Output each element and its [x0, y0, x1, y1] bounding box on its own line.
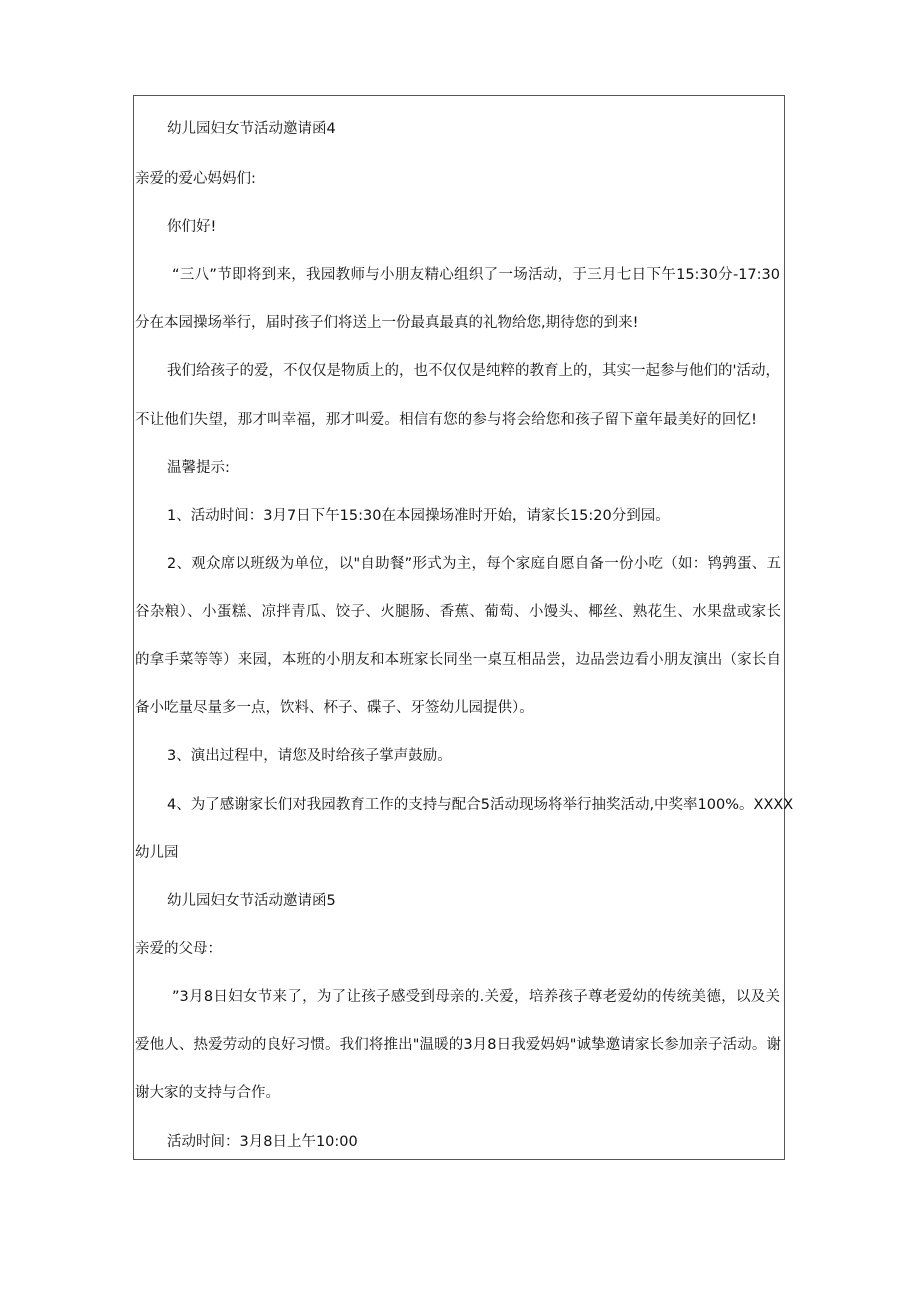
tip-2-line2: 谷杂粮）、小蛋糕、凉拌青瓜、饺子、火腿肠、香蕉、葡萄、小馒头、椰丝、熟花生、水果盘或家长 [135, 604, 781, 620]
letter5-salutation: 亲爱的父母： [135, 941, 222, 957]
letter4-salutation: 亲爱的爱心妈妈们: [135, 171, 256, 187]
letter5-paragraph-line3: 谢大家的支持与合作。 [135, 1085, 280, 1101]
letter4-paragraph1-line2: 分在本园操场举行，届时孩子们将送上一份最真最真的礼物给您,期待您的到来! [135, 315, 639, 331]
tip-2-line3: 的拿手菜等等）来园，本班的小朋友和本班家长同坐一桌互相品尝，边品尝边看小朋友演出（家长自 [135, 652, 781, 668]
letter4-title: 幼儿园妇女节活动邀请函4 [167, 121, 336, 137]
tip-4-line2: 幼儿园 [135, 845, 179, 861]
tip-4-line1: 4、为了感谢家长们对我园教育工作的支持与配合5活动现场将举行抽奖活动,中奖率100%。XXXX [167, 797, 794, 813]
tip-3: 3、演出过程中，请您及时给孩子掌声鼓励。 [167, 748, 452, 764]
letter4-greeting: 你们好! [167, 219, 217, 235]
tip-2-line4: 备小吃量尽量多一点，饮料、杯子、碟子、牙签幼儿园提供）。 [135, 700, 534, 716]
letter4-paragraph2-line2: 不让他们失望，那才叫幸福，那才叫爱。相信有您的参与将会给您和孩子留下童年最美好的回忆! [135, 412, 757, 428]
letter4-paragraph2-line1: 我们给孩子的爱，不仅仅是物质上的，也不仅仅是纯粹的教育上的，其实一起参与他们的'活动， [167, 363, 780, 379]
letter4-paragraph1-line1: “三八”节即将到来，我园教师与小朋友精心组织了一场活动，于三月七日下午15:30分-17:30 [172, 267, 780, 283]
letter5-title: 幼儿园妇女节活动邀请函5 [167, 893, 336, 909]
tips-heading: 温馨提示: [167, 460, 230, 476]
letter5-event-time: 活动时间：3月8日上午10:00 [167, 1134, 358, 1150]
tip-2-line1: 2、观众席以班级为单位，以"自助餐”形式为主，每个家庭自愿自备一份小吃（如：鸨鹑蛋、五 [167, 556, 781, 572]
letter5-paragraph-line1: ”3月8日妇女节来了，为了让孩子感受到母亲的.关爱，培养孩子尊老爱幼的传统美德，以及关 [172, 989, 780, 1005]
letter5-paragraph-line2: 爱他人、热爱劳动的良好习惯。我们将推出"温暖的3月8日我爱妈妈"诚挚邀请家长参加亲子活动。谢 [135, 1037, 781, 1053]
tip-1: 1、活动时间：3月7日下午15:30在本园操场准时开始，请家长15:20分到园。 [167, 508, 670, 524]
